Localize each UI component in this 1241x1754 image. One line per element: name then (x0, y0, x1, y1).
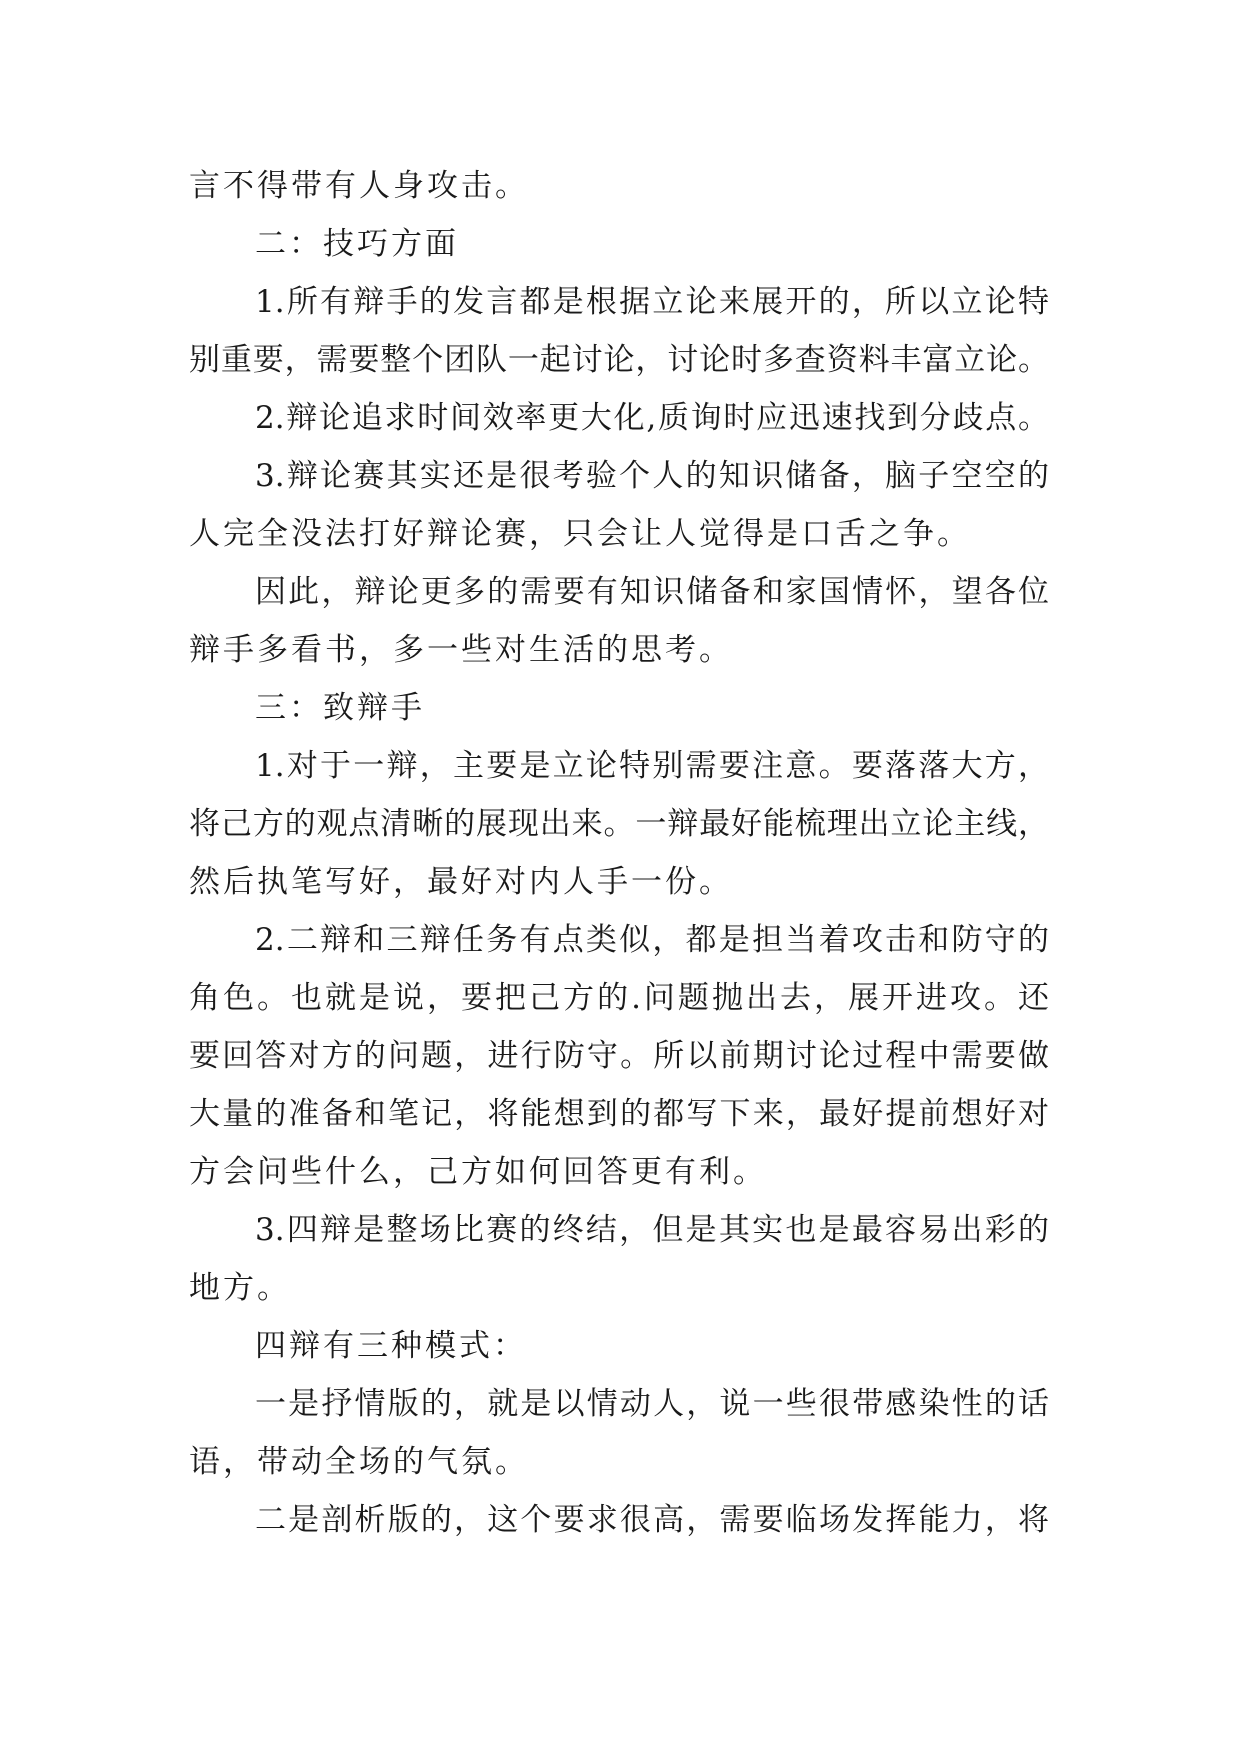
paragraph-line: 3.辩论赛其实还是很考验个人的知识储备，脑子空空的 (255, 458, 1049, 494)
paragraph-line: 大量的准备和笔记，将能想到的都写下来，最好提前想好对 (189, 1096, 1049, 1132)
paragraph-line: 言不得带有人身攻击。 (189, 168, 529, 204)
paragraph-line: 要回答对方的问题，进行防守。所以前期讨论过程中需要做 (189, 1038, 1049, 1074)
paragraph-line: 然后执笔写好，最好对内人手一份。 (189, 864, 733, 900)
paragraph-line: 人完全没法打好辩论赛，只会让人觉得是口舌之争。 (189, 516, 971, 552)
paragraph-line: 3.四辩是整场比赛的终结，但是其实也是最容易出彩的 (255, 1212, 1049, 1248)
paragraph-line: 辩手多看书，多一些对生活的思考。 (189, 632, 733, 668)
paragraph-line: 2.二辩和三辩任务有点类似，都是担当着攻击和防守的 (255, 922, 1049, 958)
paragraph-line: 地方。 (189, 1270, 291, 1306)
paragraph-line: 将己方的观点清晰的展现出来。一辩最好能梳理出立论主线， (189, 806, 1049, 842)
paragraph-line: 2.辩论追求时间效率更大化,质询时应迅速找到分歧点。 (255, 400, 1049, 436)
section-heading: 二：技巧方面 (255, 226, 459, 262)
paragraph-line: 二是剖析版的，这个要求很高，需要临场发挥能力，将 (255, 1502, 1049, 1538)
paragraph-line: 1.对于一辩，主要是立论特别需要注意。要落落大方， (255, 748, 1049, 784)
paragraph-line: 1.所有辩手的发言都是根据立论来展开的，所以立论特 (255, 284, 1049, 320)
paragraph-line: 角色。也就是说，要把己方的.问题抛出去，展开进攻。还 (189, 980, 1049, 1016)
document-body (189, 157, 1049, 1549)
paragraph-line: 语，带动全场的气氛。 (189, 1444, 529, 1480)
paragraph-line: 方会问些什么，己方如何回答更有利。 (189, 1154, 767, 1190)
section-heading: 三：致辩手 (255, 690, 425, 726)
paragraph-line: 因此，辩论更多的需要有知识储备和家国情怀，望各位 (255, 574, 1049, 610)
paragraph-line: 一是抒情版的，就是以情动人，说一些很带感染性的话 (255, 1386, 1049, 1422)
paragraph-line: 四辩有三种模式： (255, 1328, 527, 1364)
paragraph-line: 别重要，需要整个团队一起讨论，讨论时多查资料丰富立论。 (189, 342, 1049, 378)
